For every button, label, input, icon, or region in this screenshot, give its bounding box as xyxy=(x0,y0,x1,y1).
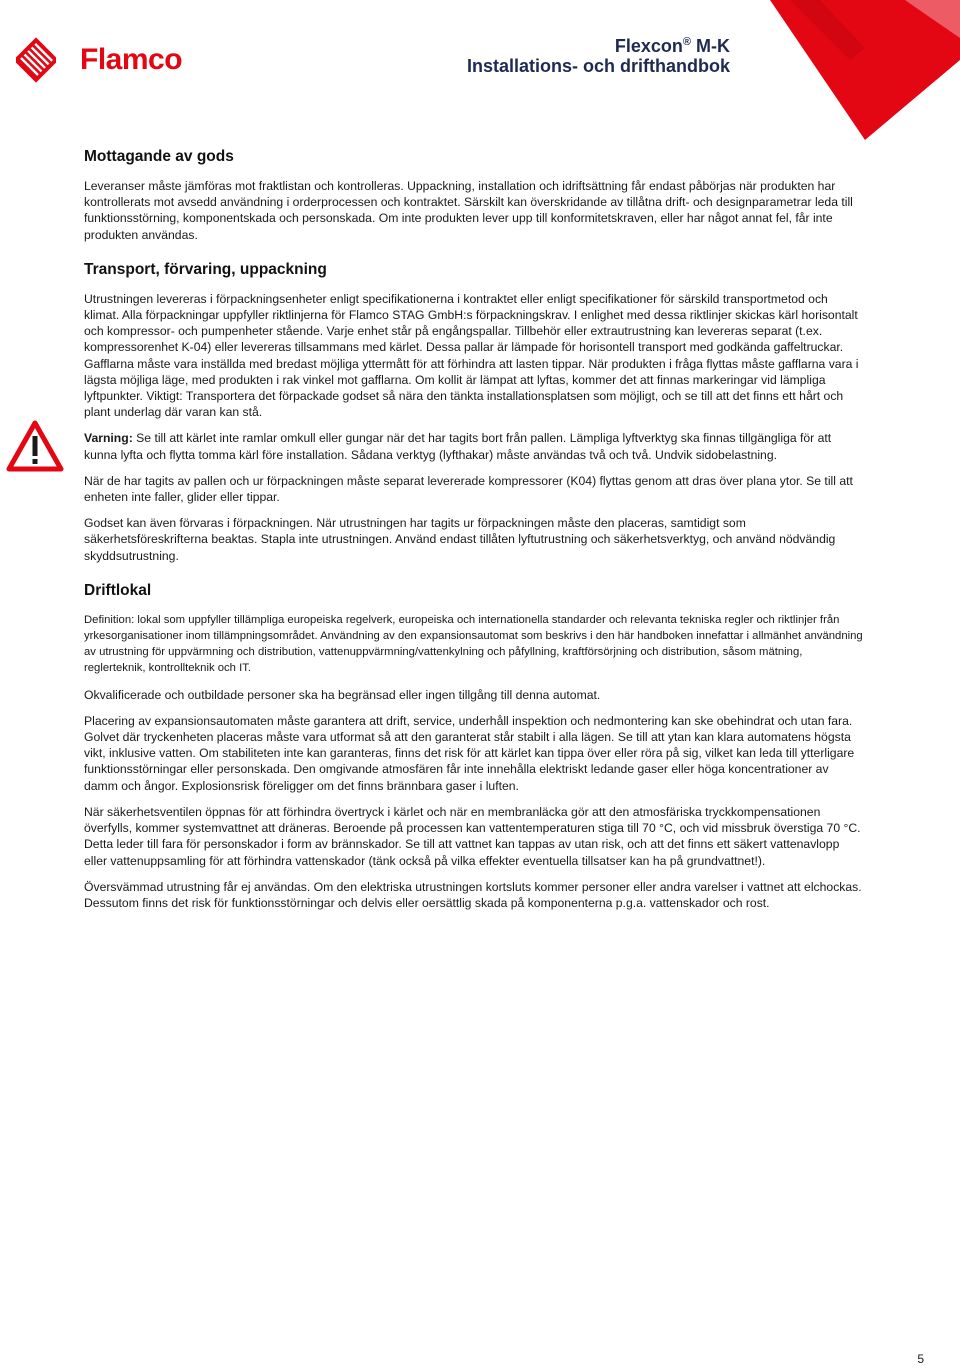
paragraph: Godset kan även förvaras i förpackningen. När utrustningen har tagits ur förpackningen måste den placeras, samtidigt som säkerhetsföreskrifterna beaktas. Stapla inte utrustningen. Använd endast tillåten lyftutrustning och säkerhetsverktyg, och använd nödvändig skyddsutrustning. xyxy=(84,516,836,563)
brand-name: Flamco xyxy=(80,43,183,76)
paragraph: Leveranser måste jämföras mot fraktlistan och kontrolleras. Uppackning, installation och idriftsättning får endast påbörjas när produkten har kontrollerats mot avsedd användning i orderprocessen och kontraktet. Särskilt kan överskridande av tillåtna drift- och designparametrar leda till funktionsstörning, komponentskada och personskada. Om inte produkten lever upp till konformitetskraven, eller har något annat fel, får inte produkten användas. xyxy=(84,179,853,242)
warning-label: Varning: xyxy=(84,431,133,446)
paragraph: När de har tagits av pallen och ur förpackningen måste separat levererade kompressorer (K04) flyttas genom att dras över plana ytor. Se till att enheten inte faller, glider eller tippar. xyxy=(84,473,853,505)
paragraph: Utrustningen levereras i förpackningsenheter enligt specifikationerna i kontraktet eller enligt specifikationer för särskild transportmetod och klimat. Alla förpackningar uppfyller riktlinjerna för Flamco STAG GmbH:s förpackningskrav. I enlighet med dessa riktlinjer skickas kärl horisontalt och kompressor- och pumpenheter stående. Varje enhet står på engångspallar. Tillbehör eller extrautrustning kan levereras separat (t.ex. kompressorenhet K-04) eller levereras tillsammans med kärlet. Dessa pallar är lämpade för horisontell transport med godkända gaffeltruckar. Gafflarna måste vara inställda med bredast möjliga yttermått för att förhindra att lasten tippar. När produkten i fråga flyttas måste gafflarna vara i lägsta möjliga läge, med produkten i rak vinkel mot gafflarna. Om kollit är lämpat att lyftas, kommer det att finnas markeringar vid lämpliga lyftpunkter. Viktigt: Transportera det förpackade godset så nära den tänkta installationsplatsen som möjligt, och se till att det finns ett hårt och plant underlag där varan kan stå. xyxy=(84,291,859,420)
definition-paragraph: Definition: lokal som uppfyller tillämpliga europeiska regelverk, europeiska och internationella standarder och relevanta tekniska regler och riktlinjer från yrkesorganisationer inom tillämpningsområdet. Användning av den expansionsautomat som beskrivs i den här handboken innefattar i allmänhet användning av utrustning för uppvärmning och distribution, vattenuppvärmning/vattenkylning och påfyllning, kraftförsörjning och distribution, såsom mätning, reglerteknik, kontrollteknik och IT. xyxy=(84,613,863,675)
paragraph: Placering av expansionsautomaten måste garantera att drift, service, underhåll inspektion och nedmontering kan ske obehindrat och utan fara. Golvet där tryckenheten placeras måste vara utformat så att den garanterat står stabilt i alla lägen. Se till att ytan kan klara automatens högsta vikt, inklusive vatten. Om stabiliteten inte kan garanteras, finns det risk för att kärlet kan tippa över eller röra på sig, vilket kan leda till ytterligare funktionsstörningar eller personskada. Den omgivande atmosfären får inte innehålla elektriskt ledande gaser eller höga koncentrationer av damm och ångor. Explosionsrisk föreligger om det finns brännbara gaser i luften. xyxy=(84,713,855,793)
section-heading: Driftlokal xyxy=(84,581,152,599)
brand-logo xyxy=(16,34,182,86)
section-receiving xyxy=(84,148,864,243)
paragraph: Okvalificerade och outbildade personer ska ha begränsad eller ingen tillgång till denna automat. xyxy=(84,687,601,702)
section-transport xyxy=(84,261,864,564)
paragraph: Översvämmad utrustning får ej användas. Om den elektriska utrustningen kortsluts kommer personer eller andra varelser i vattnet att elchockas. Dessutom finns det risk för funktionsstörningar och delvis eller oersättlig skada på komponenterna p.g.a. vattenskador och rost. xyxy=(84,879,862,910)
page-number: 5 xyxy=(917,1352,924,1366)
section-heading: Transport, förvaring, uppackning xyxy=(84,260,327,278)
warning-paragraph: Varning: Se till att kärlet inte ramlar omkull eller gungar när det har tagits bort från pallen. Lämpliga lyftverktyg ska finnas tillgängliga för att kunna lyfta och flytta tomma kärl före installation. Sådana verktyg (lyfthakar) måste användas två och två. Undvik sidobelastning. xyxy=(84,431,832,462)
section-operating-room xyxy=(84,582,864,911)
main-content xyxy=(84,148,864,925)
flamco-logo-icon xyxy=(16,34,56,86)
document-title xyxy=(467,32,730,76)
warning-triangle-icon xyxy=(6,420,64,472)
paragraph: När säkerhetsventilen öppnas för att förhindra övertryck i kärlet och när en membranläcka gör att den atmosfäriska tryckkompensationen överfylls, kommer systemvattnet att dräneras. Beroende på processen kan vattentemperaturen stiga till 70 °C, och vid missbruk överstiga 70 °C. Detta leder till fara för personskador i form av brännskador. Se till att vattnet kan tappas av utan risk, och att det finns ett säkert vattenavlopp eller vattenuppsamling för att förhindra vattenskador (tänk också på vilka effekter eventuella tillsatser kan ha på grundvattnet!). xyxy=(84,804,861,868)
section-heading: Mottagande av gods xyxy=(84,148,234,165)
manual-subtitle: Installations- och drifthandbok xyxy=(466,56,730,76)
product-title: Flexcon® M-K xyxy=(614,36,730,56)
